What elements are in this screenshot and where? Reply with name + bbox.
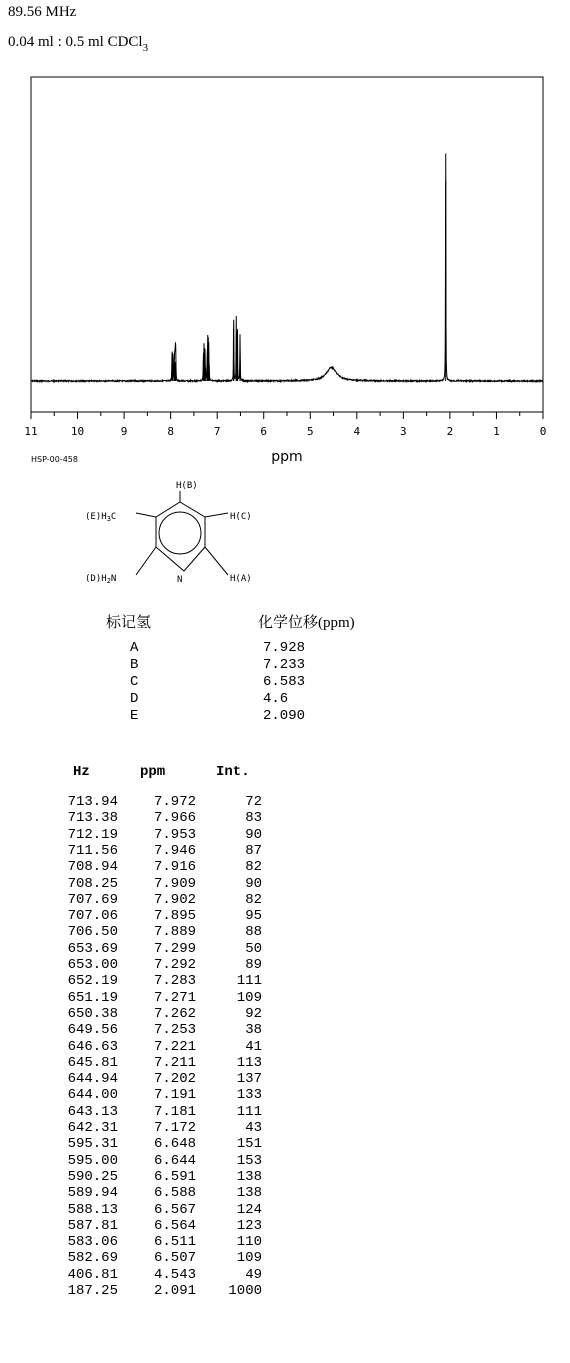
nmr-spectrum-chart — [0, 0, 570, 470]
peak-hz: 587.81 — [67, 1217, 118, 1234]
assignment-label: D — [130, 691, 139, 707]
peak-hz: 590.25 — [67, 1168, 118, 1185]
peak-int: 41 — [245, 1038, 262, 1055]
peak-table-header-int: Int. — [216, 764, 250, 780]
x-tick-label: 5 — [306, 425, 314, 438]
peak-hz: 653.00 — [67, 957, 118, 973]
peak-ppm: 7.172 — [153, 1120, 196, 1136]
peak-ppm: 7.202 — [153, 1071, 196, 1088]
peak-ppm: 7.262 — [153, 1005, 196, 1022]
peak-ppm: 7.211 — [153, 1054, 196, 1071]
peak-hz: 708.25 — [67, 875, 118, 892]
peak-int: 82 — [245, 891, 262, 908]
peak-hz: 650.38 — [67, 1005, 118, 1022]
x-axis-label: ppm — [271, 449, 303, 465]
peak-ppm: 7.946 — [153, 842, 196, 859]
peak-int: 109 — [236, 1250, 262, 1267]
peak-int: 124 — [236, 1201, 262, 1218]
peak-int: 1000 — [228, 1283, 262, 1299]
peak-int: 123 — [236, 1217, 262, 1234]
peak-ppm: 7.916 — [153, 859, 196, 876]
aromatic-circle — [159, 512, 201, 554]
assignment-label: E — [130, 708, 139, 724]
x-tick-label: 11 — [24, 425, 38, 438]
peak-hz: 644.00 — [67, 1087, 118, 1104]
x-tick-label: 6 — [260, 425, 268, 438]
assignment-shift: 4.6 — [263, 691, 289, 707]
peak-int: 82 — [245, 859, 262, 876]
peak-int: 83 — [245, 810, 262, 827]
peak-int: 137 — [236, 1071, 262, 1088]
x-axis-ticks — [24, 412, 546, 438]
x-tick-label: 9 — [120, 425, 128, 438]
spectrum-trace — [31, 153, 543, 381]
peak-ppm: 7.292 — [153, 957, 196, 973]
assignment-label: C — [130, 674, 139, 690]
peak-ppm: 7.181 — [153, 1103, 196, 1120]
peak-hz: 582.69 — [67, 1250, 118, 1267]
peak-int: 90 — [245, 875, 262, 892]
peak-ppm: 6.644 — [153, 1152, 196, 1169]
peak-ppm: 6.648 — [153, 1136, 196, 1153]
peak-table-header-ppm: ppm — [140, 764, 166, 780]
peak-int: 111 — [236, 973, 262, 990]
peak-hz: 713.38 — [67, 810, 118, 827]
peak-hz: 646.63 — [67, 1038, 118, 1055]
spectrum-line — [31, 153, 543, 381]
bond-h-a — [205, 547, 228, 575]
peak-int: 151 — [236, 1136, 262, 1153]
peak-ppm: 7.283 — [153, 973, 196, 990]
peak-ppm: 7.271 — [153, 989, 196, 1006]
plot-frame — [31, 77, 543, 412]
peak-ppm: 7.966 — [153, 810, 196, 827]
peak-ppm: 7.895 — [153, 908, 196, 925]
assignment-label: B — [130, 657, 139, 673]
peak-int: 113 — [236, 1054, 262, 1071]
peak-hz: 595.00 — [67, 1152, 118, 1169]
peak-int: 49 — [245, 1266, 262, 1283]
x-tick-label: 7 — [213, 425, 221, 438]
label-h-c: H(C) — [230, 512, 252, 522]
bond-ch3 — [136, 513, 156, 517]
peak-hz: 643.13 — [67, 1103, 118, 1120]
peak-hz: 706.50 — [67, 924, 118, 941]
peak-int: 38 — [245, 1022, 262, 1039]
peak-int: 43 — [245, 1120, 262, 1136]
peak-ppm: 7.909 — [153, 875, 196, 892]
peak-hz: 645.81 — [67, 1054, 118, 1071]
spectrum-code: HSP-00-458 — [31, 455, 78, 464]
label-ch3-e: $(E)H_3C$ — [85, 512, 117, 523]
x-tick-label: 1 — [493, 425, 500, 438]
bond-nh2 — [136, 547, 156, 575]
peak-hz: 707.06 — [67, 908, 118, 925]
x-tick-label: 3 — [400, 425, 407, 438]
peak-ppm: 6.567 — [153, 1201, 196, 1218]
peak-hz: 649.56 — [67, 1022, 118, 1039]
peak-int: 89 — [245, 957, 262, 973]
peak-ppm: 6.588 — [153, 1185, 196, 1202]
peak-ppm: 7.953 — [153, 826, 196, 843]
peak-int: 133 — [236, 1087, 262, 1104]
x-tick-label: 2 — [446, 425, 454, 438]
peak-ppm: 6.507 — [153, 1250, 196, 1267]
x-tick-label: 10 — [70, 425, 85, 438]
peak-int: 72 — [245, 794, 262, 810]
ring-nitrogen: N — [177, 575, 183, 585]
x-tick-label: 4 — [353, 425, 361, 438]
peak-hz: 712.19 — [67, 826, 118, 843]
peak-ppm: 6.564 — [153, 1217, 196, 1234]
peak-int: 110 — [236, 1234, 262, 1251]
label-h-b: H(B) — [176, 481, 198, 491]
peak-ppm: 7.889 — [153, 924, 196, 941]
peak-hz: 583.06 — [67, 1234, 118, 1251]
peak-ppm: 6.511 — [153, 1234, 196, 1251]
peak-int: 111 — [236, 1103, 262, 1120]
peak-int: 88 — [245, 924, 262, 941]
assignment-shift: 7.233 — [263, 657, 306, 673]
peak-hz: 187.25 — [67, 1283, 118, 1299]
bond-h-c — [205, 513, 228, 517]
peak-hz: 653.69 — [67, 940, 118, 957]
peak-int: 92 — [245, 1005, 262, 1022]
peak-hz: 406.81 — [67, 1266, 118, 1283]
x-tick-label: 0 — [539, 425, 547, 438]
peak-ppm: 7.972 — [153, 794, 196, 810]
peak-ppm: 7.299 — [153, 940, 196, 957]
peak-hz: 588.13 — [67, 1201, 118, 1218]
peak-int: 138 — [236, 1168, 262, 1185]
label-nh2-d: $(D)H_2N$ — [85, 574, 117, 585]
peak-hz: 707.69 — [67, 891, 118, 908]
peak-hz: 651.19 — [67, 989, 118, 1006]
peak-int: 153 — [236, 1152, 262, 1169]
peak-ppm: 7.253 — [153, 1022, 196, 1039]
spectrometer-frequency: 89.56 MHz — [8, 4, 77, 20]
peak-hz: 589.94 — [67, 1185, 118, 1202]
peak-hz: 644.94 — [67, 1071, 118, 1088]
peak-ppm: 7.902 — [153, 891, 196, 908]
peak-ppm: 7.221 — [153, 1038, 196, 1055]
peak-int: 90 — [245, 826, 262, 843]
peak-int: 50 — [245, 940, 262, 957]
peak-int: 109 — [236, 989, 262, 1006]
label-h-a: H(A) — [230, 574, 252, 584]
sample-text: 0.04 ml : 0.5 ml CDCl — [8, 34, 143, 50]
peak-table-header-hz: Hz — [73, 764, 90, 780]
assignment-shift-header: 化学位移(ppm) — [258, 615, 355, 631]
peak-hz: 713.94 — [67, 794, 118, 810]
peak-hz: 595.31 — [67, 1136, 118, 1153]
peak-ppm: 4.543 — [153, 1266, 196, 1283]
peak-int: 95 — [245, 908, 262, 925]
peak-hz: 642.31 — [67, 1120, 118, 1136]
peak-ppm: 7.191 — [153, 1087, 196, 1104]
peak-int: 138 — [236, 1185, 262, 1202]
assignment-shift: 7.928 — [263, 640, 306, 656]
peak-hz: 708.94 — [67, 859, 118, 876]
sample-subscript: 3 — [142, 42, 149, 54]
x-tick-label: 8 — [167, 425, 174, 438]
molecule-structure — [80, 475, 300, 595]
assignment-label: A — [130, 640, 139, 656]
assignment-shift: 2.090 — [263, 708, 306, 724]
peak-ppm: 6.591 — [153, 1168, 196, 1185]
peak-hz: 652.19 — [67, 973, 118, 990]
peak-hz: 711.56 — [67, 842, 118, 859]
peak-int: 87 — [245, 842, 262, 859]
assignment-shift: 6.583 — [263, 674, 306, 690]
peak-ppm: 2.091 — [153, 1283, 196, 1299]
assignment-label-header: 标记氢 — [106, 615, 152, 631]
